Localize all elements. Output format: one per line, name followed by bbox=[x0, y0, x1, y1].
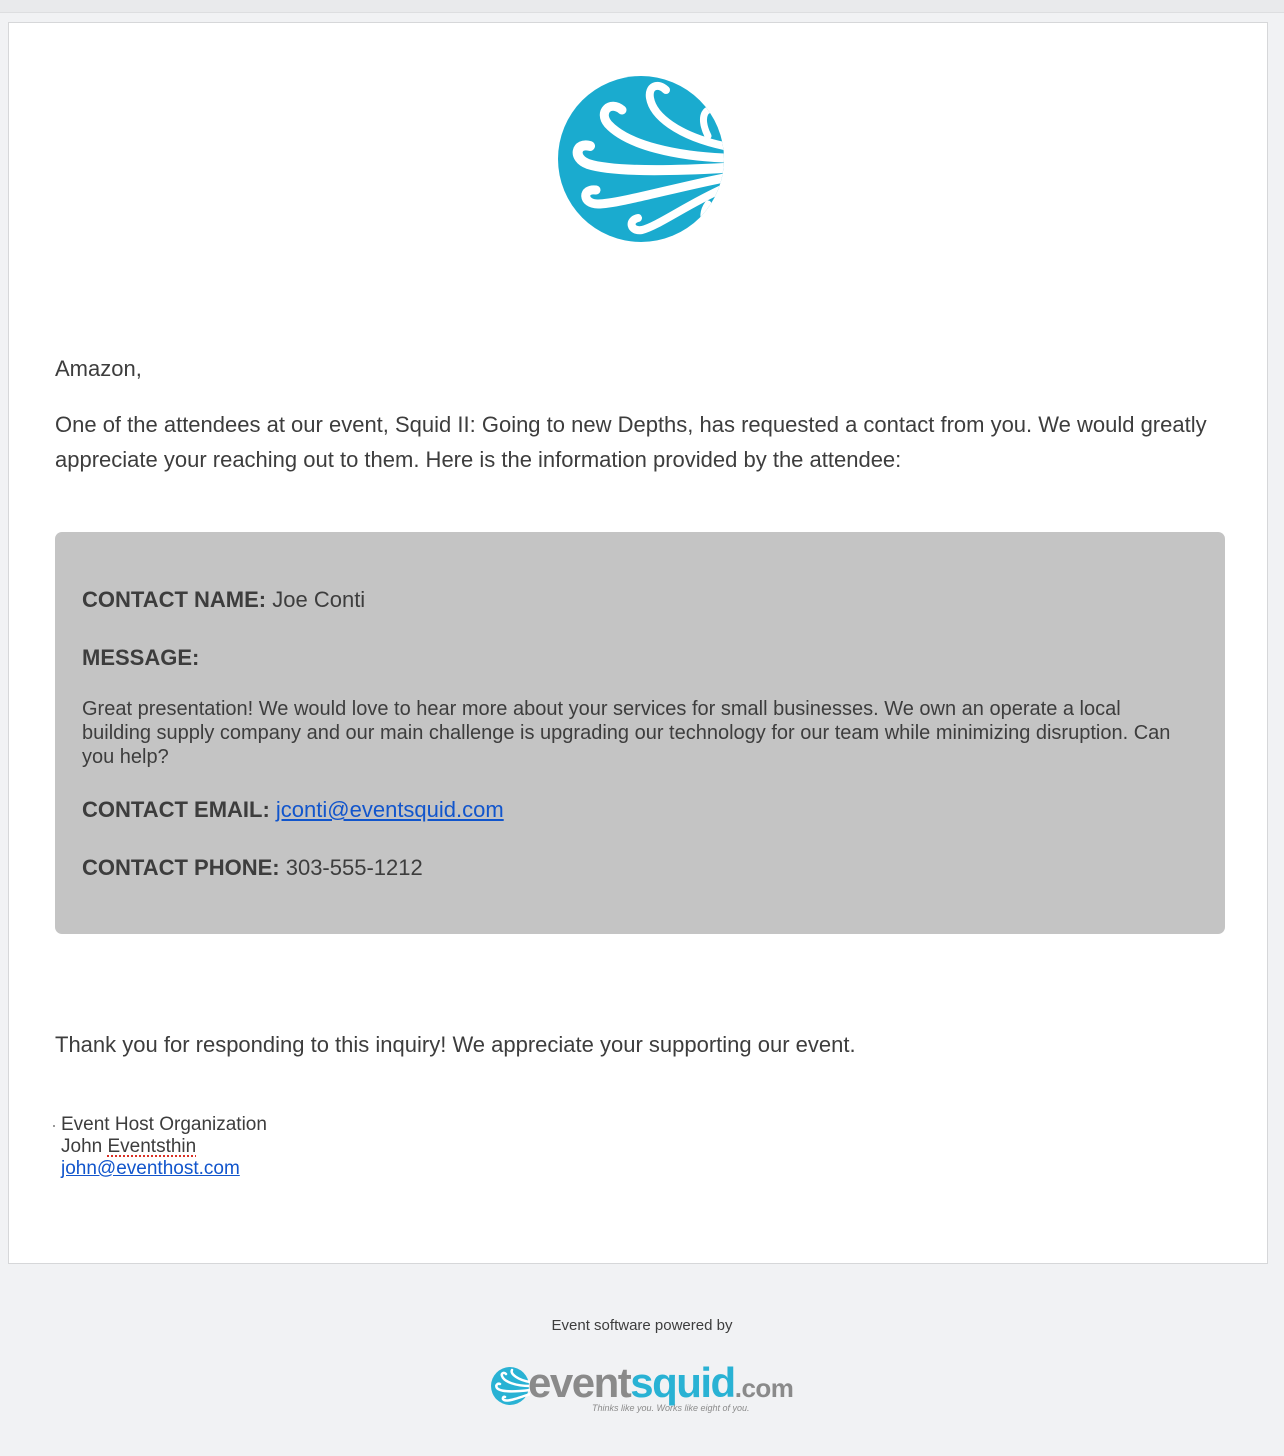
brand-tagline: Thinks like you. Works like eight of you. bbox=[592, 1403, 750, 1413]
brand-com: .com bbox=[734, 1373, 794, 1403]
contact-name-value: Joe Conti bbox=[272, 587, 366, 612]
thanks-paragraph: Thank you for responding to this inquiry! We appreciate your supporting our event. bbox=[55, 1032, 856, 1057]
contact-phone-value: 303-555-1212 bbox=[285, 855, 423, 880]
signature-org: Event Host Organization bbox=[61, 1114, 267, 1135]
contact-email-link[interactable]: jconti@eventsquid.com bbox=[275, 797, 504, 822]
contact-email-row bbox=[82, 796, 504, 824]
message-row bbox=[82, 644, 199, 672]
contact-info-box bbox=[55, 532, 1225, 934]
signature-first-name: John bbox=[61, 1136, 103, 1157]
contact-name-label: CONTACT NAME: bbox=[82, 587, 267, 612]
message-body: Great presentation! We would love to hear more about your services for small businesses. We own an operate a local building supply company and our main challenge is upgrading our technology for our team while minimizing disruption. Can you help? bbox=[82, 698, 1171, 768]
signature-email-row bbox=[55, 1158, 267, 1180]
powered-by-text: Event software powered by bbox=[551, 1317, 733, 1334]
contact-email-label: CONTACT EMAIL: bbox=[82, 797, 270, 822]
signature-last-name: Eventsthin bbox=[107, 1136, 197, 1157]
contact-name-row bbox=[82, 586, 365, 614]
signature bbox=[55, 1114, 267, 1180]
signature-bullet bbox=[53, 1125, 55, 1127]
squid-mini-icon bbox=[490, 1366, 530, 1406]
message-label: MESSAGE: bbox=[82, 645, 200, 670]
greeting: Amazon, bbox=[55, 356, 142, 381]
email-card bbox=[8, 22, 1268, 1264]
eventsquid-footer-logo[interactable] bbox=[488, 1360, 798, 1416]
contact-phone-label: CONTACT PHONE: bbox=[82, 855, 280, 880]
top-strip bbox=[0, 0, 1284, 13]
signature-email-link[interactable]: john@eventhost.com bbox=[61, 1158, 240, 1179]
intro-paragraph: One of the attendees at our event, Squid II: Going to new Depths, has requested a contact from you. We would greatly appreciate your reaching out to them. Here is the information provided by the attendee: bbox=[55, 412, 1207, 472]
contact-phone-row bbox=[82, 854, 423, 882]
brand-event: event bbox=[528, 1359, 631, 1406]
squid-logo-icon bbox=[558, 76, 724, 242]
signature-name bbox=[55, 1136, 267, 1158]
brand-squid: squid bbox=[630, 1359, 735, 1406]
